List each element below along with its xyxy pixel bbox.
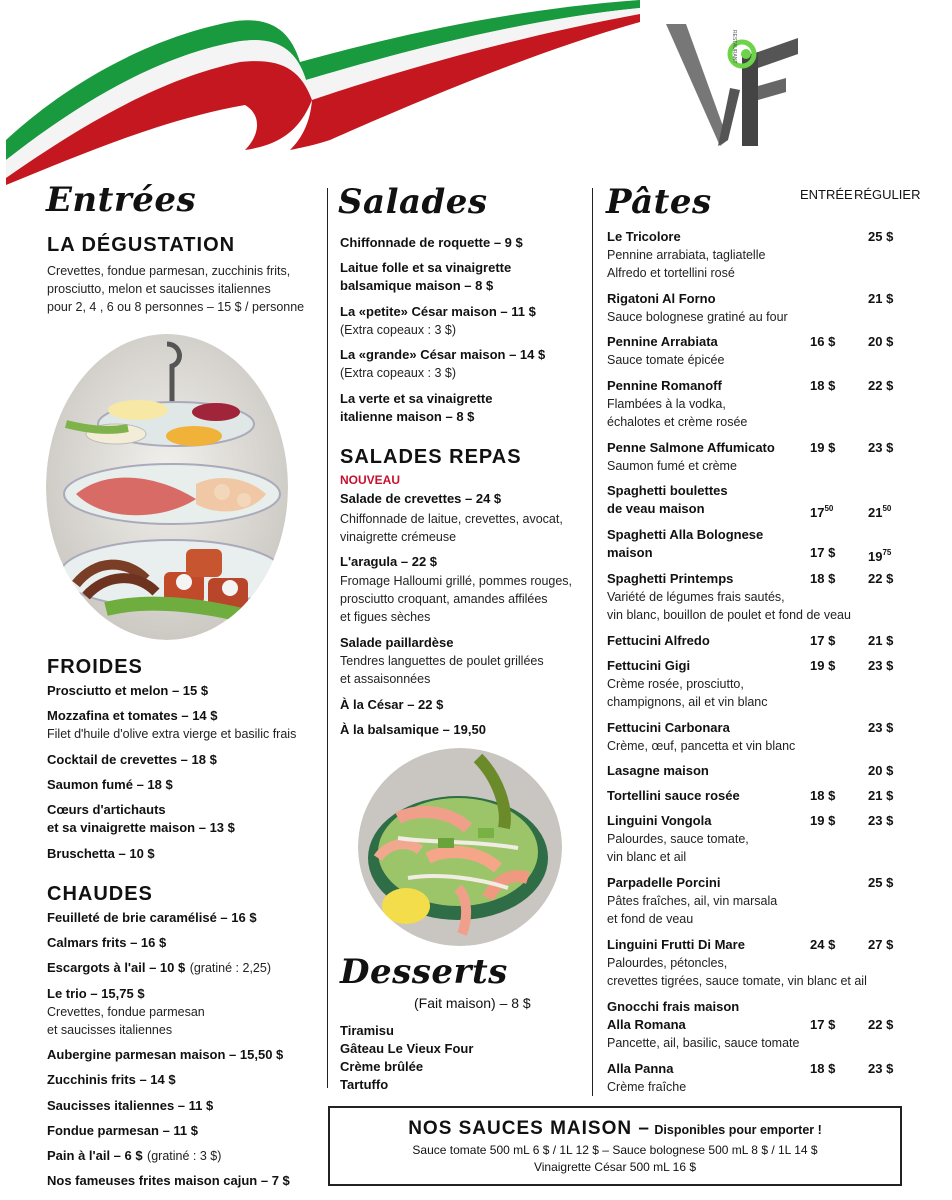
froides-heading: FROIDES	[47, 656, 143, 678]
pasta-desc: Sauce tomate épicée	[607, 353, 725, 367]
pasta-item-line2: Alla Romana	[607, 1017, 686, 1032]
dessert-item: Gâteau Le Vieux Four	[340, 1041, 474, 1056]
price-regulier: 23 $	[868, 813, 894, 828]
pasta-item: Parpadelle Porcini	[607, 875, 721, 890]
salade-repas-item: Salade paillardèse	[340, 635, 454, 650]
logo-green-dot-inner	[741, 49, 751, 59]
chaudes-item-row	[47, 959, 271, 977]
pasta-desc: Crème, œuf, pancetta et vin blanc	[607, 739, 796, 753]
pasta-item: Tortellini sauce rosée	[607, 788, 740, 803]
price-entree: 18 $	[810, 378, 836, 393]
salade-repas-desc: Chiffonnade de laitue, crevettes, avocat,	[340, 512, 563, 526]
chaudes-item: Aubergine parmesan maison – 15,50 $	[47, 1047, 284, 1062]
price-int: 17	[810, 505, 825, 520]
pasta-desc: Pâtes fraîches, ail, vin marsala	[607, 894, 778, 908]
price-entree	[810, 500, 833, 522]
pasta-desc: Pennine arrabiata, tagliatelle	[607, 248, 766, 262]
froides-item: Prosciutto et melon – 15 $	[47, 683, 209, 698]
salade-repas-desc: et figues sèches	[340, 610, 431, 624]
dessert-item: Crème brûlée	[340, 1059, 424, 1074]
nouveau-badge: NOUVEAU	[340, 473, 401, 487]
salade-item: La «grande» César maison – 14 $	[340, 347, 546, 362]
pasta-item: Linguini Frutti Di Mare	[607, 937, 745, 952]
price-regulier	[868, 500, 891, 522]
salade-repas-desc: et assaisonnées	[340, 672, 431, 686]
restaurant-logo	[662, 22, 802, 152]
price-regulier: 27 $	[868, 937, 894, 952]
salade-repas-item: À la César – 22 $	[340, 697, 444, 712]
chaudes-item-row	[47, 1147, 221, 1165]
price-entree: 19 $	[810, 658, 836, 673]
logo-v-right	[718, 88, 740, 146]
price-regulier: 23 $	[868, 440, 894, 455]
price-regulier: 25 $	[868, 875, 894, 890]
pasta-item: Le Tricolore	[607, 229, 681, 244]
froides-item: Cœurs d'artichauts	[47, 802, 166, 817]
entrees-title: Entrées	[46, 180, 197, 220]
price-entree: 18 $	[810, 1061, 836, 1076]
salade-repas-desc: Tendres languettes de poulet grillées	[340, 654, 544, 668]
price-entree: 17 $	[810, 1017, 836, 1032]
salade-item: La verte et sa vinaigrette	[340, 391, 493, 406]
salade-item-line2: italienne maison – 8 $	[340, 409, 475, 424]
froides-item: Mozzafina et tomates – 14 $	[47, 708, 218, 723]
salade-item: Chiffonnade de roquette – 9 $	[340, 235, 523, 250]
price-cents: 50	[882, 504, 892, 513]
dessert-item: Tiramisu	[340, 1023, 394, 1038]
pasta-item: Lasagne maison	[607, 763, 709, 778]
chaudes-item: Le trio – 15,75 $	[47, 986, 145, 1001]
salade-repas-item: L'aragula – 22 $	[340, 554, 438, 569]
price-int: 21	[868, 505, 883, 520]
price-cents: 75	[882, 548, 892, 557]
sauces-line-1: Sauce tomate 500 mL 6 $ / 1L 12 $ – Sauce bolognese 500 mL 8 $ / 1L 14 $	[412, 1143, 818, 1157]
price-entree: 17 $	[810, 545, 836, 560]
price-regulier: 22 $	[868, 1017, 894, 1032]
froides-item-desc: Filet d'huile d'olive extra vierge et basilic frais	[47, 727, 297, 741]
price-regulier: 25 $	[868, 229, 894, 244]
degustation-desc-3: pour 2, 4 , 6 ou 8 personnes – 15 $ / personne	[47, 300, 305, 314]
pasta-desc: Alfredo et tortellini rosé	[607, 266, 735, 280]
price-regulier: 20 $	[868, 334, 894, 349]
chaudes-heading: CHAUDES	[47, 883, 153, 905]
salade-repas-desc: prosciutto croquant, amandes affilées	[340, 592, 548, 606]
salade-repas-desc: vinaigrette crémeuse	[340, 530, 457, 544]
salade-repas-item: À la balsamique – 19,50	[340, 722, 486, 737]
pasta-desc: vin blanc, bouillon de poulet et fond de veau	[607, 608, 851, 622]
degustation-heading: LA DÉGUSTATION	[47, 234, 236, 256]
col-header-regulier: RÉGULIER	[854, 187, 921, 202]
italian-flag-ribbon	[0, 0, 650, 185]
pasta-desc: crevettes tigrées, sauce tomate, vin blanc et ail	[607, 974, 867, 988]
logo-v-left	[666, 24, 728, 146]
price-regulier: 23 $	[868, 658, 894, 673]
price-regulier: 21 $	[868, 291, 894, 306]
pasta-desc: Pancette, ail, basilic, sauce tomate	[607, 1036, 800, 1050]
pasta-desc: Sauce bolognese gratiné au four	[607, 310, 788, 324]
price-regulier: 20 $	[868, 763, 894, 778]
price-regulier: 22 $	[868, 378, 894, 393]
price-entree: 18 $	[810, 788, 836, 803]
sauces-line-2: Vinaigrette César 500 mL 16 $	[533, 1160, 697, 1174]
froides-item-line2: et sa vinaigrette maison – 13 $	[47, 820, 235, 835]
salade-item-desc: (Extra copeaux : 3 $)	[340, 366, 457, 380]
chaudes-item: Nos fameuses frites maison cajun – 7 $	[47, 1173, 290, 1188]
pasta-item: Fettucini Gigi	[607, 658, 691, 673]
pasta-item: Fettucini Carbonara	[607, 720, 730, 735]
salades-repas-heading: SALADES REPAS	[340, 446, 522, 468]
chaudes-item: Pain à l'ail – 6 $	[47, 1148, 143, 1163]
chaudes-item-note: (gratiné : 2,25)	[189, 961, 271, 975]
chaudes-item: Escargots à l'ail – 10 $	[47, 960, 186, 975]
degustation-desc-1: Crevettes, fondue parmesan, zucchinis frits,	[47, 264, 291, 278]
pasta-desc: Variété de légumes frais sautés,	[607, 590, 785, 604]
pasta-desc: Crème fraîche	[607, 1080, 687, 1094]
column-divider-2	[592, 188, 593, 1096]
froides-item: Cocktail de crevettes – 18 $	[47, 752, 217, 767]
pasta-desc: Crème rosée, prosciutto,	[607, 677, 744, 691]
pasta-item: Linguini Vongola	[607, 813, 712, 828]
degustation-desc-2: prosciutto, melon et saucisses italiennes	[47, 282, 271, 296]
price-entree: 18 $	[810, 571, 836, 586]
sauces-box	[328, 1106, 902, 1186]
logo-f-top	[758, 38, 798, 68]
pasta-desc: Palourdes, sauce tomate,	[607, 832, 749, 846]
logo-f-mid	[758, 78, 786, 100]
pasta-desc: Flambées à la vodka,	[607, 397, 726, 411]
pasta-item: Spaghetti boulettes	[607, 483, 728, 498]
chaudes-item: Fondue parmesan – 11 $	[47, 1123, 199, 1138]
pasta-item: Rigatoni Al Forno	[607, 291, 716, 306]
price-entree: 19 $	[810, 440, 836, 455]
price-entree: 16 $	[810, 334, 836, 349]
pasta-item: Pennine Arrabiata	[607, 334, 718, 349]
price-regulier: 23 $	[868, 720, 894, 735]
price-regulier	[868, 544, 891, 566]
salade-item-desc: (Extra copeaux : 3 $)	[340, 323, 457, 337]
chaudes-item: Calmars frits – 16 $	[47, 935, 167, 950]
sauces-title: NOS SAUCES MAISON –	[408, 1118, 650, 1139]
sauces-subtitle: Disponibles pour emporter !	[654, 1123, 822, 1137]
price-regulier: 21 $	[868, 788, 894, 803]
col-header-entree: ENTRÉE	[800, 187, 853, 202]
chaudes-item-note: (gratiné : 3 $)	[147, 1149, 222, 1163]
salade-item-line2: balsamique maison – 8 $	[340, 278, 494, 293]
chaudes-item-desc: Crevettes, fondue parmesan	[47, 1005, 205, 1019]
pasta-item-line2: de veau maison	[607, 501, 705, 516]
pasta-item: Spaghetti Printemps	[607, 571, 734, 586]
price-int: 19	[868, 549, 883, 564]
pasta-item: Penne Salmone Affumicato	[607, 440, 775, 455]
price-regulier: 21 $	[868, 633, 894, 648]
price-entree: 19 $	[810, 813, 836, 828]
pasta-desc: vin blanc et ail	[607, 850, 687, 864]
salade-item: Laitue folle et sa vinaigrette	[340, 260, 512, 275]
logo-tagline: RESTAURANT	[731, 30, 737, 64]
pasta-item: Fettucini Alfredo	[607, 633, 710, 648]
salad-photo	[358, 748, 562, 946]
degustation-photo	[46, 334, 288, 640]
pasta-desc: champignons, ail et vin blanc	[607, 695, 768, 709]
column-divider-1	[327, 188, 328, 1088]
desserts-subtitle: (Fait maison) – 8 $	[414, 995, 531, 1011]
froides-item: Bruschetta – 10 $	[47, 846, 155, 861]
froides-item: Saumon fumé – 18 $	[47, 777, 173, 792]
price-regulier: 22 $	[868, 571, 894, 586]
salades-title: Salades	[338, 182, 488, 222]
chaudes-item: Feuilleté de brie caramélisé – 16 $	[47, 910, 257, 925]
desserts-title: Desserts	[340, 952, 508, 992]
price-regulier: 23 $	[868, 1061, 894, 1076]
salade-repas-desc: Fromage Halloumi grillé, pommes rouges,	[340, 574, 573, 588]
dessert-item: Tartuffo	[340, 1077, 389, 1092]
pasta-desc: échalotes et crème rosée	[607, 415, 748, 429]
salade-item: La «petite» César maison – 11 $	[340, 304, 536, 319]
pasta-item-line2: maison	[607, 545, 653, 560]
pasta-item: Alla Panna	[607, 1061, 674, 1076]
price-entree: 17 $	[810, 633, 836, 648]
pates-title: Pâtes	[606, 182, 712, 222]
price-cents: 50	[824, 504, 834, 513]
price-entree: 24 $	[810, 937, 836, 952]
pasta-item: Pennine Romanoff	[607, 378, 722, 393]
pasta-item: Spaghetti Alla Bolognese	[607, 527, 764, 542]
chaudes-item: Zucchinis frits – 14 $	[47, 1072, 176, 1087]
pasta-desc: Saumon fumé et crème	[607, 459, 737, 473]
sauces-heading-row	[330, 1118, 900, 1140]
pasta-item: Gnocchi frais maison	[607, 999, 740, 1014]
chaudes-item-desc: et saucisses italiennes	[47, 1023, 173, 1037]
chaudes-item: Saucisses italiennes – 11 $	[47, 1098, 214, 1113]
pasta-desc: et fond de veau	[607, 912, 694, 926]
salade-repas-item: Salade de crevettes – 24 $	[340, 491, 502, 506]
pasta-desc: Palourdes, pétoncles,	[607, 956, 728, 970]
